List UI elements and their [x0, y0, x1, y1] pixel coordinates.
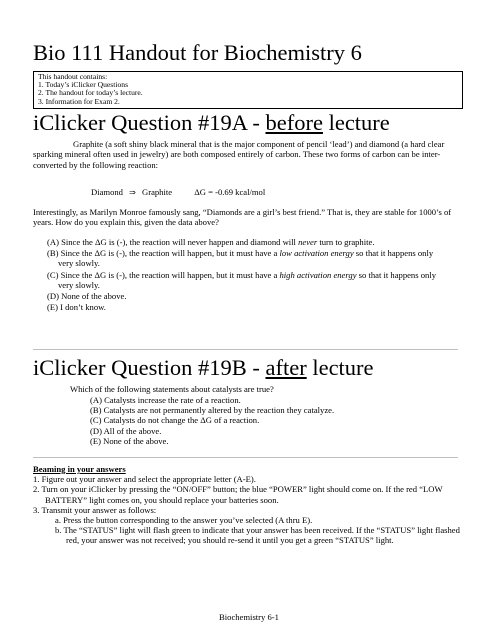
heading-text: lecture	[322, 110, 390, 135]
reaction-equation	[91, 187, 265, 197]
option-b: (B) Catalysts are not permanently altered by the reaction they catalyze.	[90, 405, 335, 416]
section-divider	[33, 349, 458, 350]
option-d: (D) None of the above.	[47, 291, 127, 302]
option-b: (B) Since the ΔG is (-), the reaction will happen, but it must have a low activation energy so that it happens only very slowly.	[47, 248, 434, 269]
option-e: (E) I don’t know.	[47, 302, 106, 313]
heading-emphasis: before	[265, 110, 323, 135]
product: Graphite	[142, 187, 173, 197]
beaming-step: 3. Transmit your answer as follows:	[33, 504, 157, 515]
option-e: (E) None of the above.	[90, 435, 169, 446]
contents-intro: This handout contains:	[38, 72, 108, 81]
heading-text: iClicker Question #19B -	[33, 355, 266, 380]
contents-item: 3. Information for Exam 2.	[38, 96, 120, 106]
question-19a-prompt: Interestingly, as Marilyn Monroe famously sang, “Diamonds are a girl’s best friend.” That is, they are stable for 1000’s of years. How do you explain this, given the data above?	[33, 207, 452, 228]
beaming-heading: Beaming in your answers	[33, 464, 126, 474]
question-19a-intro: Graphite (a soft shiny black mineral that is the major component of pencil ‘lead’) and diamond (a hard clear sparking mineral often used in jewelry) are both composed entirely of carbon. These two forms of carbon can be inter-converted by the following reaction:	[33, 139, 445, 170]
reactant: Diamond	[91, 187, 123, 197]
heading-text: lecture	[306, 355, 374, 380]
option-a: (A) Since the ΔG is (-), the reaction will never happen and diamond will never turn to graphite.	[47, 237, 375, 247]
arrow-icon: ⇒	[129, 188, 136, 197]
option-a: (A) Catalysts increase the rate of a reaction.	[90, 395, 241, 405]
beaming-substep: a. Press the button corresponding to the answer you’ve selected (A thru E).	[55, 515, 313, 526]
contents-item: 2. The handout for today’s lecture.	[38, 88, 143, 98]
option-c: (C) Catalysts do not change the ΔG of a reaction.	[90, 415, 260, 426]
beaming-step: 2. Turn on your iClicker by pressing the “ON/OFF” button; the blue “POWER” light should come on. If the red “LOW BATTERY” light comes on, you should replace your batteries soon.	[33, 484, 443, 505]
beaming-instructions	[33, 464, 463, 546]
option-d: (D) All of the above.	[90, 425, 162, 436]
contents-box	[33, 71, 463, 109]
contents-item: 1. Today’s iClicker Questions	[38, 80, 129, 90]
question-19b-lead: Which of the following statements about catalysts are true?	[70, 384, 274, 394]
question-19a-options	[47, 237, 447, 313]
question-19b-options	[90, 395, 334, 446]
question-19a-heading	[33, 110, 390, 136]
option-c: (C) Since the ΔG is (-), the reaction will happen, but it must have a high activation energy so that it happens only very slowly.	[47, 269, 436, 290]
page-footer: Biochemistry 6-1	[219, 612, 279, 622]
heading-text: iClicker Question #19A -	[33, 110, 266, 135]
beaming-step: 1. Figure out your answer and select the appropriate letter (A-E).	[33, 474, 256, 485]
question-19b-heading	[33, 355, 374, 381]
page-title: Bio 111 Handout for Biochemistry 6	[33, 40, 362, 65]
beaming-substep: b. The “STATUS” light will flash green to indicate that your answer has been received. If the “STATUS” light flashed red, your answer was not received; you should re-send it until you get a green “STATUS” light.	[55, 525, 460, 546]
section-divider	[33, 457, 458, 458]
heading-emphasis: after	[265, 355, 307, 380]
delta-g-value: ΔG = -0.69 kcal/mol	[194, 187, 266, 197]
